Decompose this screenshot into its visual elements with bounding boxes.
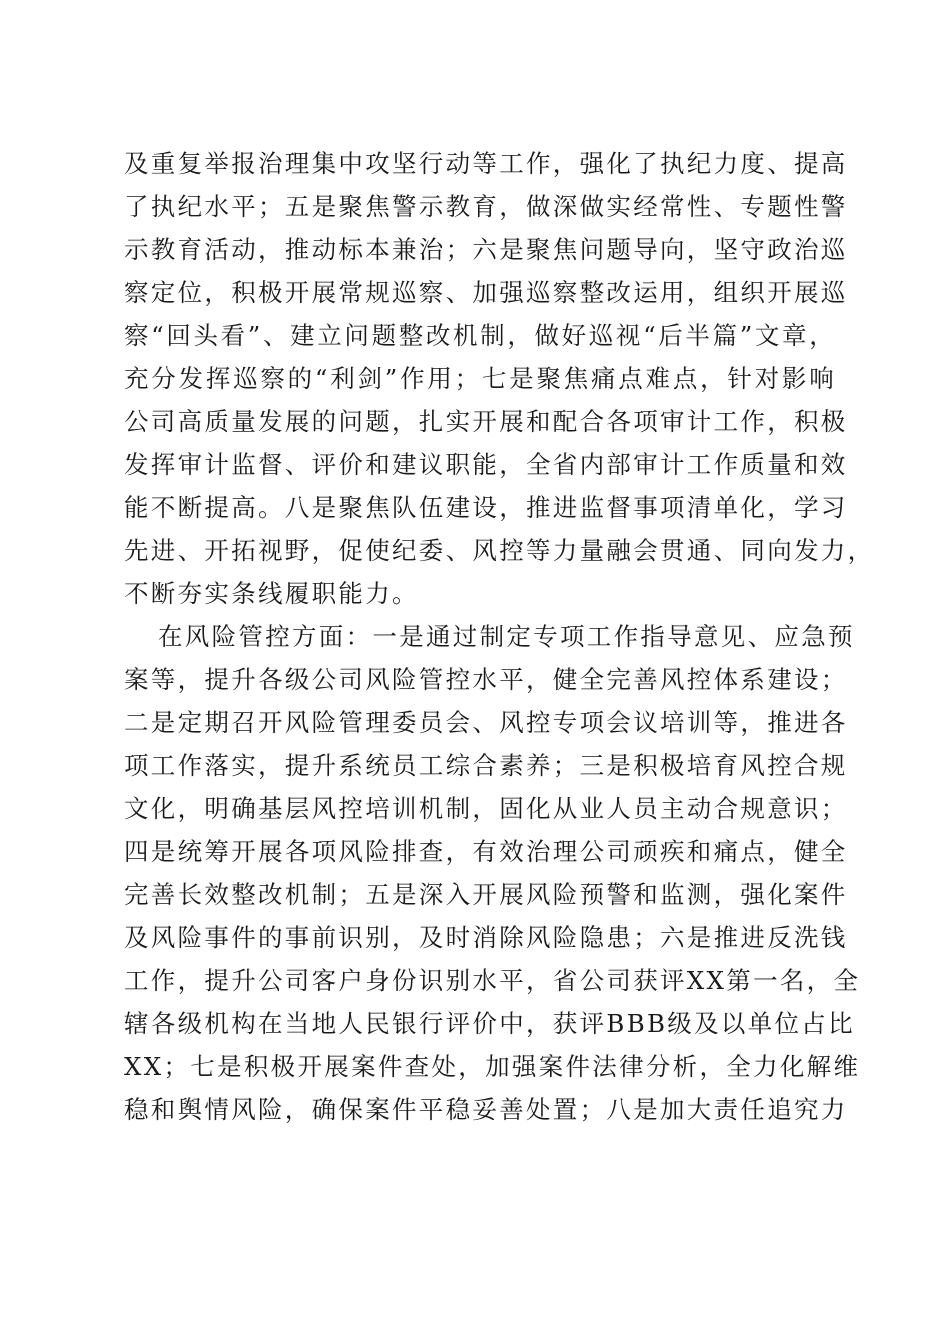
paragraph-line: 及风险事件的事前识别，及时消除风险隐患；六是推进反洗钱 <box>124 923 848 952</box>
paragraph-line: 稳和舆情风险，确保案件平稳妥善处置；八是加大责任追究力 <box>124 1095 848 1124</box>
paragraph-line: 在风险管控方面：一是通过制定专项工作指导意见、应急预 <box>158 622 855 651</box>
paragraph-line: XX；七是积极开展案件查处，加强案件法律分析，全力化解维 <box>124 1052 861 1081</box>
paragraph-line: 工作，提升公司客户身份识别水平，省公司获评XX第一名，全 <box>124 966 861 995</box>
paragraph-line: 察“回头看”、建立问题整改机制，做好巡视“后半篇”文章， <box>124 321 836 350</box>
paragraph-line: 文化，明确基层风控培训机制，固化从业人员主动合规意识； <box>124 794 848 823</box>
paragraph-line: 示教育活动，推动标本兼治；六是聚焦问题导向，坚守政治巡 <box>124 235 848 264</box>
paragraph-line: 了执纪水平；五是聚焦警示教育，做深做实经常性、专题性警 <box>124 192 848 221</box>
paragraph-discipline <box>124 142 875 615</box>
paragraph-risk-control <box>124 615 861 1131</box>
paragraph-line: 项工作落实，提升系统员工综合素养；三是积极培育风控合规 <box>124 751 848 780</box>
paragraph-line: 二是定期召开风险管理委员会、风控专项会议培训等，推进各 <box>124 708 848 737</box>
paragraph-line: 能不断提高。八是聚焦队伍建设，推进监督事项清单化，学习 <box>124 493 848 522</box>
document-body <box>124 142 875 1131</box>
paragraph-line: 充分发挥巡察的“利剑”作用；七是聚焦痛点难点，针对影响 <box>124 364 836 393</box>
paragraph-line: 案等，提升各级公司风险管控水平，健全完善风控体系建设； <box>124 665 848 694</box>
paragraph-line: 四是统筹开展各项风险排查，有效治理公司顽疾和痛点，健全 <box>124 837 848 866</box>
paragraph-line: 不断夯实条线履职能力。 <box>124 579 419 608</box>
paragraph-line: 辖各级机构在当地人民银行评价中，获评BBB级及以单位占比 <box>124 1009 855 1038</box>
paragraph-line: 及重复举报治理集中攻坚行动等工作，强化了执纪力度、提高 <box>124 149 848 178</box>
paragraph-line: 察定位，积极开展常规巡察、加强巡察整改运用，组织开展巡 <box>124 278 848 307</box>
paragraph-line: 完善长效整改机制；五是深入开展风险预警和监测，强化案件 <box>124 880 848 909</box>
paragraph-line: 先进、开拓视野，促使纪委、风控等力量融会贯通、同向发力， <box>124 536 875 565</box>
paragraph-line: 发挥审计监督、评价和建议职能，全省内部审计工作质量和效 <box>124 450 848 479</box>
paragraph-line: 公司高质量发展的问题，扎实开展和配合各项审计工作，积极 <box>124 407 848 436</box>
